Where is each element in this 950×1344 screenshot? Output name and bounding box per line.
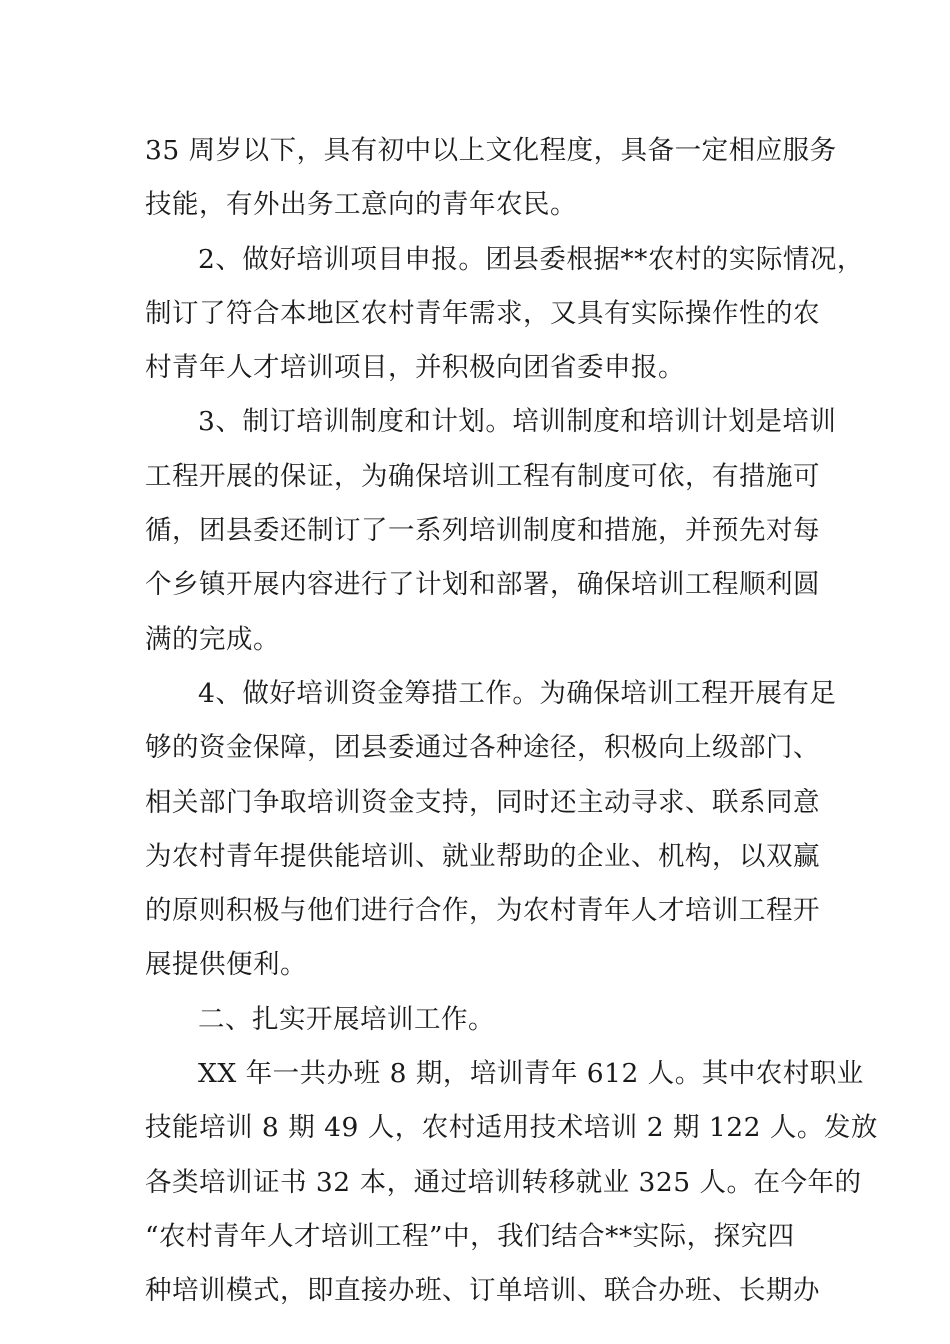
text-line: 为农村青年提供能培训、就业帮助的企业、机构，以双赢 <box>145 840 820 872</box>
section-heading: 二、扎实开展培训工作。 <box>198 1003 495 1035</box>
text-line: 技能，有外出务工意向的青年农民。 <box>145 189 577 221</box>
paragraph-4-start: 4、做好培训资金筹措工作。为确保培训工程开展有足 <box>198 677 837 709</box>
text-line: 相关部门争取培训资金支持，同时还主动寻求、联系同意 <box>145 786 820 818</box>
text-line: 循，团县委还制订了一系列培训制度和措施，并预先对每 <box>145 515 820 547</box>
document-body <box>145 124 878 1319</box>
text-line: 制订了符合本地区农村青年需求，又具有实际操作性的农 <box>145 297 820 329</box>
text-line: 工程开展的保证，为确保培训工程有制度可依，有措施可 <box>145 460 820 492</box>
text-line: 展提供便利。 <box>145 949 307 981</box>
text-line: “农村青年人才培训工程”中，我们结合**实际，探究四 <box>145 1220 795 1252</box>
text-line: 各类培训证书 32 本，通过培训转移就业 325 人。在今年的 <box>145 1166 862 1198</box>
text-line: 种培训模式，即直接办班、订单培训、联合办班、长期办 <box>145 1275 820 1307</box>
text-line: 村青年人才培训项目，并积极向团省委申报。 <box>145 352 685 384</box>
paragraph-5-start: XX 年一共办班 8 期，培训青年 612 人。其中农村职业 <box>198 1058 864 1090</box>
text-line: 技能培训 8 期 49 人，农村适用技术培训 2 期 122 人。发放 <box>145 1112 878 1144</box>
paragraph-3-start: 3、制订培训制度和计划。培训制度和培训计划是培训 <box>198 406 837 438</box>
text-line: 的原则积极与他们进行合作，为农村青年人才培训工程开 <box>145 895 820 927</box>
paragraph-2-start: 2、做好培训项目申报。团县委根据**农村的实际情况， <box>198 243 864 275</box>
text-line: 够的资金保障，团县委通过各种途径，积极向上级部门、 <box>145 732 820 764</box>
text-line: 满的完成。 <box>145 623 280 655</box>
text-line: 个乡镇开展内容进行了计划和部署，确保培训工程顺利圆 <box>145 569 820 601</box>
text-line: 35 周岁以下，具有初中以上文化程度，具备一定相应服务 <box>145 135 837 166</box>
